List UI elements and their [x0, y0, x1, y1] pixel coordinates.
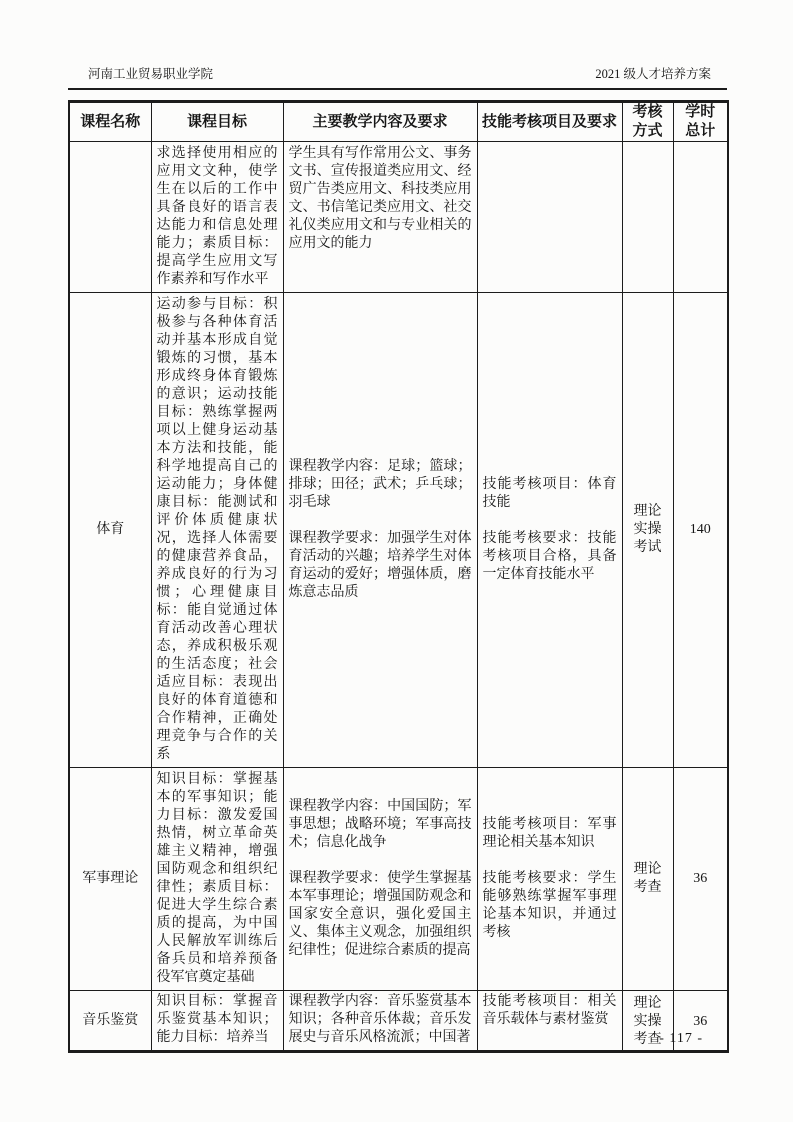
method-cell: 理论考查 — [622, 768, 673, 991]
table-row-pe — [69, 293, 728, 768]
method-cell: 理论实操考查 — [622, 991, 673, 1052]
clipped-text: 技能考核项目：相关音乐载体与素材鉴赏 — [482, 994, 617, 1027]
content-cell — [283, 991, 477, 1052]
content-paragraph: 课程教学内容：中国国防；军事思想；战略环境；军事高技术；信息化战争 — [288, 799, 472, 850]
col-header-assessment: 技能考核项目及要求 — [477, 102, 622, 142]
header-row — [69, 102, 728, 142]
method-cell — [622, 142, 673, 293]
hours-cell: 36 — [673, 768, 728, 991]
plan-title: 2021 级人才培养方案 — [595, 67, 711, 81]
assessment-paragraph: 技能考核要求：学生能够熟练掌握军事理论基本知识，并通过考核 — [482, 871, 617, 940]
hours-cell: 140 — [673, 293, 728, 768]
table-row-continued — [69, 142, 728, 293]
clipped-text: 课程教学内容：音乐鉴赏基本知识；各种音乐体裁；音乐发展史与音乐风格流派；中国著 — [288, 994, 472, 1045]
objectives-cell: 知识目标：掌握基本的军事知识；能力目标：激发爱国热情，树立革命英雄主义精神，增强国防观念和组织纪律性；素质目标：促进大学生综合素质的提高，为中国人民解放军训练后备兵员和培养预备役军官奠定基础 — [151, 768, 283, 991]
clipped-text: 知识目标：掌握音乐鉴赏基本知识；能力目标：培养当 — [156, 994, 278, 1045]
hours-cell — [673, 142, 728, 293]
objectives-cell: 运动参与目标：积极参与各种体育活动并基本形成自觉锻炼的习惯，基本形成终身体育锻炼的意识；运动技能目标：熟练掌握两项以上健身运动基本方法和技能，能科学地提高自己的运动能力；身体健康目标：能测试和评价体质健康状况，选择人体需要的健康营养食品，养成良好的行为习惯；心理健康目标：能自觉通过体育活动改善心理状态，养成积极乐观的生活态度；社会适应目标：表现出良好的体育道德和合作精神，正确处理竞争与合作的关系 — [151, 293, 283, 768]
table-row-music-appreciation — [69, 991, 728, 1052]
assessment-cell — [477, 142, 622, 293]
content-cell — [283, 142, 477, 293]
header-rule — [68, 88, 727, 90]
content-paragraph: 课程教学内容：足球；篮球；排球；田径；武术；乒乓球；羽毛球 — [288, 459, 472, 510]
col-header-hours: 学时总计 — [673, 102, 728, 142]
assessment-paragraph: 技能考核项目：体育技能 — [482, 477, 617, 510]
table-row-military-theory — [69, 768, 728, 991]
content-paragraph: 学生具有写作常用公文、事务文书、宣传报道类应用文、经贸广告类应用文、科技类应用文、书信笔记类应用文、社交礼仪类应用文和与专业相关的应用文的能力 — [288, 146, 472, 251]
col-header-content: 主要教学内容及要求 — [283, 102, 477, 142]
content-cell — [283, 293, 477, 768]
col-header-course-name: 课程名称 — [69, 102, 151, 142]
course-name-cell: 音乐鉴赏 — [69, 991, 151, 1052]
course-name-cell — [69, 142, 151, 293]
content-paragraph: 课程教学要求：加强学生对体育活动的兴趣；培养学生对体育运动的爱好；增强体质，磨炼意志品质 — [288, 531, 472, 600]
page-number: - 117 - — [659, 1031, 703, 1046]
course-name-cell: 军事理论 — [69, 768, 151, 991]
content-cell — [283, 768, 477, 991]
assessment-cell — [477, 768, 622, 991]
assessment-paragraph: 技能考核项目：军事理论相关基本知识 — [482, 817, 617, 850]
course-name-cell: 体育 — [69, 293, 151, 768]
assessment-cell — [477, 293, 622, 768]
col-header-method: 考核方式 — [622, 102, 673, 142]
objectives-cell — [151, 991, 283, 1052]
col-header-objectives: 课程目标 — [151, 102, 283, 142]
content-paragraph: 课程教学要求：使学生掌握基本军事理论；增强国防观念和国家安全意识，强化爱国主义、集体主义观念，加强组织纪律性；促进综合素质的提高 — [288, 871, 472, 958]
objectives-cell: 求选择使用相应的应用文文种，使学生在以后的工作中具备良好的语言表达能力和信息处理能力；素质目标：提高学生应用文写作素养和写作水平 — [151, 142, 283, 293]
assessment-cell — [477, 991, 622, 1052]
page-header — [68, 64, 727, 82]
hours-cell: 36 — [673, 991, 728, 1052]
method-cell: 理论实操考试 — [622, 293, 673, 768]
course-table — [68, 100, 729, 1053]
school-name: 河南工业贸易职业学院 — [88, 67, 214, 81]
assessment-paragraph: 技能考核要求：技能考核项目合格，具备一定体育技能水平 — [482, 531, 617, 582]
